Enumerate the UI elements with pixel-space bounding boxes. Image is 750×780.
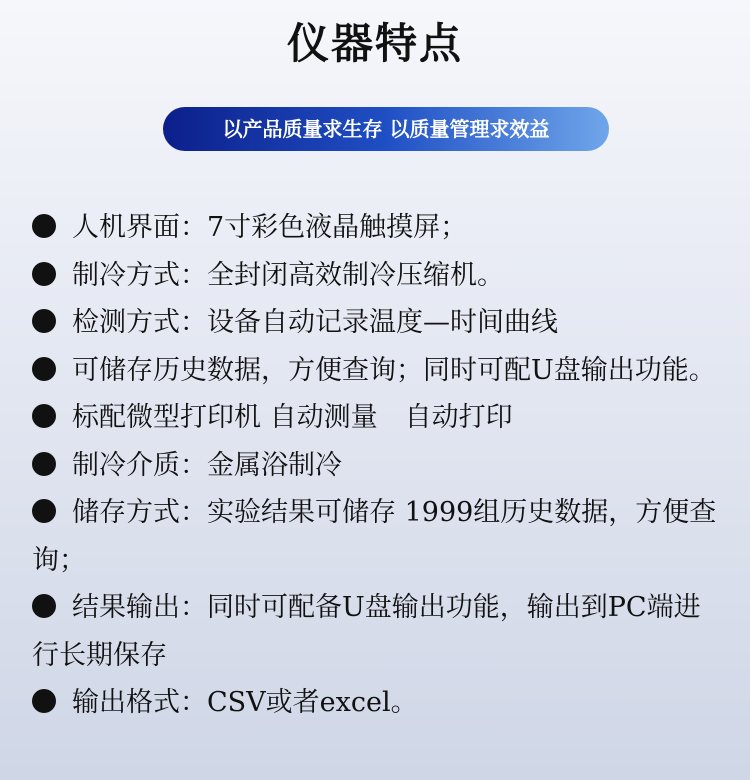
feature-item — [32, 584, 724, 679]
feature-item — [32, 679, 724, 727]
feature-text: 制冷方式：全封闭高效制冷压缩机。 — [72, 259, 504, 291]
bullet-icon — [32, 404, 56, 428]
slogan-banner: 以产品质量求生存 以质量管理求效益 — [163, 107, 609, 151]
feature-text: 输出格式：CSV或者excel。 — [72, 687, 418, 718]
bullet-icon — [32, 262, 56, 286]
page-title: 仪器特点 — [286, 19, 463, 68]
bullet-icon — [32, 309, 56, 333]
feature-text: 可储存历史数据，方便查询；同时可配U盘输出功能。 — [72, 354, 716, 386]
bullet-icon — [32, 214, 56, 238]
bullet-icon — [32, 452, 56, 476]
feature-item — [32, 394, 724, 442]
feature-item — [32, 204, 724, 252]
feature-item — [32, 252, 724, 300]
bullet-icon — [32, 689, 56, 713]
feature-text: 检测方式：设备自动记录温度—时间曲线 — [72, 307, 558, 338]
feature-item — [32, 489, 724, 584]
bullet-icon — [32, 499, 56, 523]
feature-item — [32, 299, 724, 347]
feature-item — [32, 442, 724, 490]
feature-text: 标配微型打印机 自动测量 自动打印 — [72, 402, 513, 433]
feature-item — [32, 347, 724, 395]
feature-text: 结果输出：同时可配备U盘输出功能，输出到PC端进行长期保存 — [32, 592, 701, 671]
feature-text: 人机界面：7寸彩色液晶触摸屏； — [72, 212, 468, 243]
bullet-icon — [32, 357, 56, 381]
feature-text: 制冷介质：金属浴制冷 — [72, 449, 342, 481]
feature-list — [32, 204, 724, 727]
bullet-icon — [32, 594, 56, 618]
feature-text: 储存方式：实验结果可储存 1999组历史数据，方便查询； — [32, 497, 717, 576]
